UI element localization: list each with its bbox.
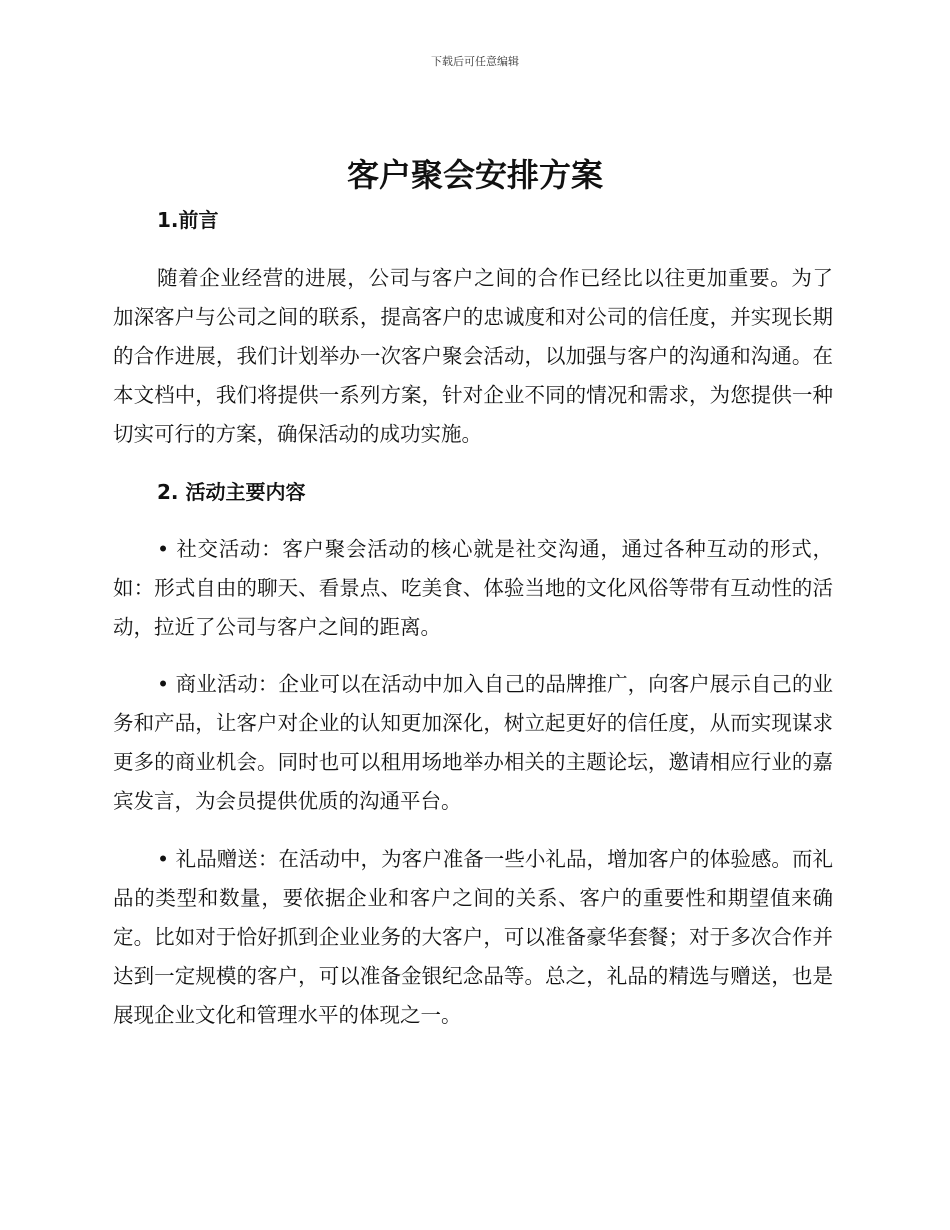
page-header: 下载后可任意编辑: [431, 55, 519, 68]
activity-paragraph-gifts: • 礼品赠送：在活动中，为客户准备一些小礼品，增加客户的体验感。而礼品的类型和数量，要依据企业和客户之间的关系、客户的重要性和期望值来确定。比如对于恰好抓到企业业务的大客户，可以准备豪华套餐；对于多次合作并达到一定规模的客户，可以准备金银纪念品等。总之，礼品的精选与赠送，也是展现企业文化和管理水平的体现之一。: [113, 847, 833, 1027]
activity-paragraph-social: • 社交活动：客户聚会活动的核心就是社交沟通，通过各种互动的形式，如：形式自由的聊天、看景点、吃美食、体验当地的文化风俗等带有互动性的活动，拉近了公司与客户之间的距离。: [113, 537, 833, 639]
document-title: 客户聚会安排方案: [346, 156, 603, 194]
section-heading-activities: 2. 活动主要内容: [157, 480, 306, 504]
preface-paragraph: 随着企业经营的进展，公司与客户之间的合作已经比以往更加重要。为了加深客户与公司之间的联系，提高客户的忠诚度和对公司的信任度，并实现长期的合作进展，我们计划举办一次客户聚会活动，以加强与客户的沟通和沟通。在本文档中，我们将提供一系列方案，针对企业不同的情况和需求，为您提供一种切实可行的方案，确保活动的成功实施。: [113, 266, 833, 446]
section-heading-preface: 1.前言: [157, 208, 219, 232]
activity-paragraph-business: • 商业活动：企业可以在活动中加入自己的品牌推广，向客户展示自己的业务和产品，让客户对企业的认知更加深化，树立起更好的信任度，从而实现谋求更多的商业机会。同时也可以租用场地举办相关的主题论坛，邀请相应行业的嘉宾发言，为会员提供优质的沟通平台。: [113, 672, 833, 813]
document-body: [113, 200, 833, 1035]
